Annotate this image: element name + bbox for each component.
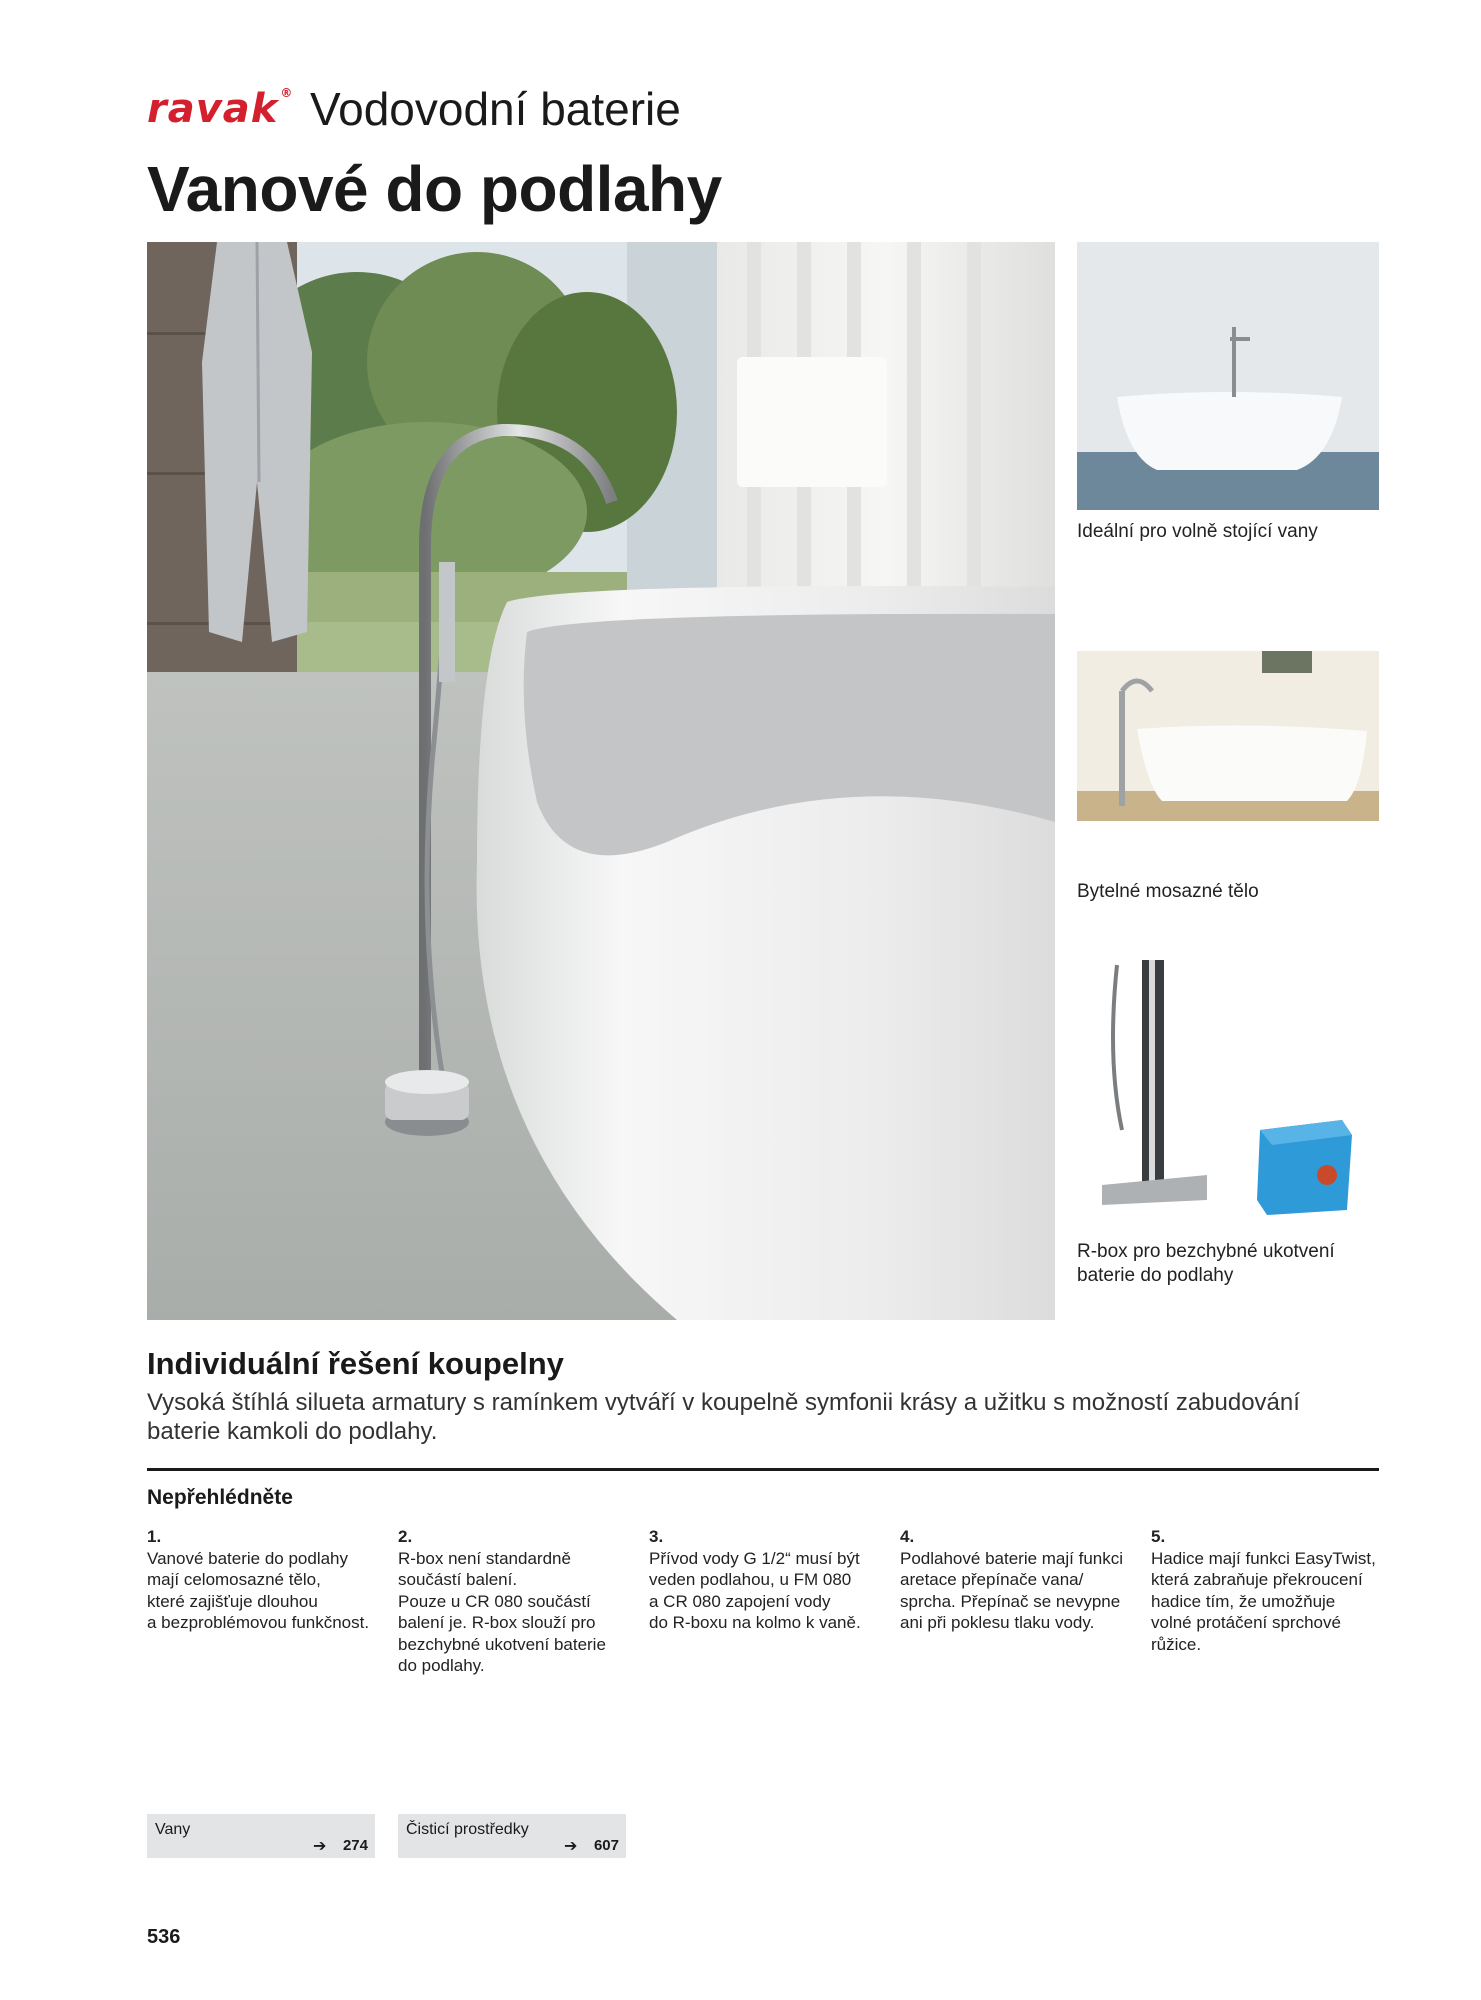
xref-page: 274 <box>342 1837 368 1854</box>
tip-line: hadice tím, že umožňuje <box>1151 1591 1336 1611</box>
tip-line: Hadice mají funkci EasyTwist, <box>1151 1548 1376 1568</box>
tip-5 <box>1151 1526 1383 1655</box>
intro-paragraph: Vysoká štíhlá silueta armatury s ramínkem vytváří v koupelně symfonii krásy a užitku s možností zabudování baterie kamkoli do podlahy. <box>147 1389 1300 1445</box>
xref-label: Vany <box>155 1821 191 1838</box>
thumb-caption-2: Bytelné mosazné tělo <box>1077 881 1259 902</box>
tip-line: bezchybné ukotvení baterie <box>398 1634 606 1654</box>
tip-number: 1. <box>147 1527 162 1546</box>
tip-line: Pouze u CR 080 součástí <box>398 1591 591 1611</box>
hero-photo-freestanding-bath-faucet <box>147 242 1055 1320</box>
tip-line: součástí balení. <box>398 1570 518 1589</box>
xref-page: 607 <box>593 1837 619 1854</box>
tip-line: růžice. <box>1151 1634 1202 1654</box>
tip-3 <box>649 1526 881 1634</box>
tip-line: sprcha. Přepínač se nevypne <box>900 1591 1121 1611</box>
tip-line: která zabraňuje překroucení <box>1151 1570 1363 1589</box>
tip-line: balení je. R-box slouží pro <box>398 1613 596 1632</box>
tip-line: do podlahy. <box>398 1656 485 1675</box>
tip-line: ani při poklesu tlaku vody. <box>900 1613 1095 1632</box>
tip-2 <box>398 1526 630 1677</box>
thumb-faucet-body <box>1077 651 1379 821</box>
tip-line: aretace přepínače vana/ <box>900 1570 1084 1589</box>
xref-link-vany[interactable] <box>147 1814 375 1858</box>
tip-number: 3. <box>649 1527 664 1546</box>
tip-line: mají celomosazné tělo, <box>147 1570 321 1589</box>
tip-line: do R-boxu na kolmo k vaně. <box>649 1613 861 1632</box>
thumb-caption-3 <box>1077 1240 1335 1288</box>
tip-line: Podlahové baterie mají funkci <box>900 1548 1124 1568</box>
sub-heading: Individuální řešení koupelny <box>147 1346 564 1381</box>
page-title: Vanové do podlahy <box>147 153 722 225</box>
thumb-caption-1: Ideální pro volně stojící vany <box>1077 521 1318 542</box>
tip-1 <box>147 1526 379 1634</box>
notice-title: Nepřehlédněte <box>147 1486 293 1509</box>
tip-line: a CR 080 zapojení vody <box>649 1591 831 1611</box>
tip-4 <box>900 1526 1132 1634</box>
tip-line: veden podlahou, u FM 080 <box>649 1570 852 1589</box>
tip-line: volné protáčení sprchové <box>1151 1613 1341 1632</box>
thumb-rbox <box>1077 960 1379 1220</box>
divider <box>147 1468 1379 1471</box>
ravak-logo: ravak ® <box>147 86 294 132</box>
section-title: Vodovodní baterie <box>310 83 681 135</box>
tip-line: a bezproblémovou funkčnost. <box>147 1613 370 1632</box>
tip-line: R-box není standardně <box>398 1548 571 1568</box>
tip-line: které zajišťuje dlouhou <box>147 1591 318 1611</box>
arrow-right-icon: ➔ <box>564 1838 578 1855</box>
thumb-freestanding-tub <box>1077 242 1379 510</box>
thumb-caption-3-line-2: baterie do podlahy <box>1077 1265 1234 1286</box>
xref-link-cistici-prostredky[interactable] <box>398 1814 626 1858</box>
page-number: 536 <box>147 1926 181 1948</box>
arrow-right-icon: ➔ <box>313 1838 327 1855</box>
tip-line: Vanové baterie do podlahy <box>147 1548 349 1568</box>
tip-number: 2. <box>398 1527 413 1546</box>
xref-label: Čisticí prostředky <box>406 1821 529 1838</box>
tip-number: 5. <box>1151 1527 1166 1546</box>
thumb-caption-3-line-1: R-box pro bezchybné ukotvení <box>1077 1241 1335 1262</box>
tip-number: 4. <box>900 1527 915 1546</box>
tip-line: Přívod vody G 1/2“ musí být <box>649 1548 860 1568</box>
